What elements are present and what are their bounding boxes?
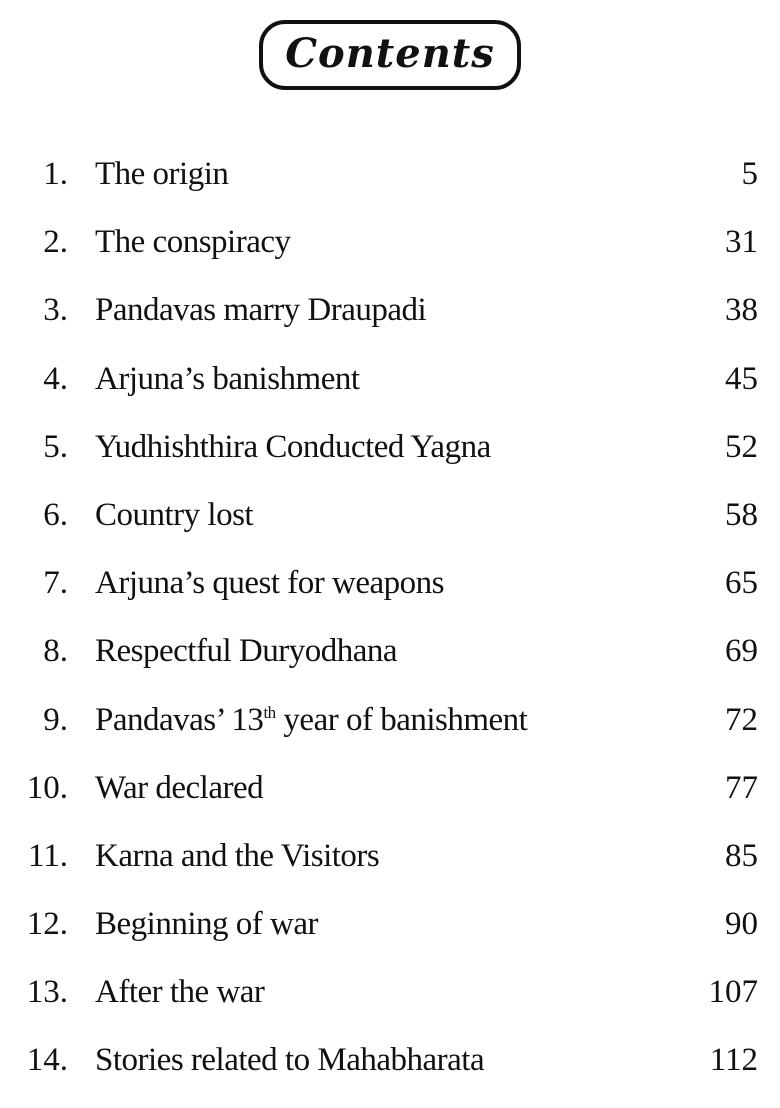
toc-entry[interactable] (0, 894, 780, 962)
toc-entry-number: 5. (43, 428, 68, 465)
toc-entry[interactable] (0, 758, 780, 826)
title-container (0, 20, 780, 90)
toc-entry-page: 107 (708, 974, 758, 1011)
toc-entry-page: 69 (725, 633, 758, 670)
toc-entry-page: 77 (725, 769, 758, 806)
toc-entry-number: 9. (43, 701, 68, 738)
toc-entry[interactable] (0, 826, 780, 894)
toc-entry-number: 1. (43, 156, 68, 192)
toc-entry-title: Stories related to Mahabharata (95, 1042, 485, 1079)
page-title: Contents (259, 20, 521, 90)
toc-entry-page: 38 (725, 292, 758, 329)
toc-entry-title: The origin (95, 156, 229, 192)
toc-entry-title: Karna and the Visitors (95, 837, 380, 874)
toc-entry-title: Arjuna’s banishment (95, 360, 360, 397)
toc-entry-title: Yudhishthira Conducted Yagna (95, 428, 491, 465)
toc-entry-page: 85 (725, 837, 758, 874)
toc-entry-title: Pandavas marry Draupadi (95, 292, 427, 329)
table-of-contents (0, 144, 780, 1099)
toc-entry[interactable] (0, 690, 780, 758)
toc-entry-number: 3. (43, 292, 68, 329)
toc-entry-title: The conspiracy (95, 224, 291, 261)
toc-entry-page: 90 (725, 906, 758, 943)
toc-entry[interactable] (0, 553, 780, 621)
toc-entry[interactable] (0, 144, 780, 212)
toc-entry[interactable] (0, 621, 780, 689)
toc-entry-title: Respectful Duryodhana (95, 633, 397, 670)
toc-entry[interactable] (0, 485, 780, 553)
toc-entry-number: 11. (27, 837, 68, 874)
toc-entry-title (95, 700, 527, 740)
toc-entry-page: 112 (709, 1042, 758, 1079)
toc-entry-page: 65 (725, 565, 758, 602)
toc-entry[interactable] (0, 280, 780, 348)
toc-entry-number: 2. (43, 224, 68, 261)
toc-entry-page: 45 (725, 360, 758, 397)
toc-entry-title: Country lost (95, 496, 254, 533)
toc-entry-number: 10. (26, 769, 68, 806)
toc-entry-page: 31 (725, 224, 758, 261)
toc-entry-page: 52 (725, 428, 758, 465)
toc-entry-number: 7. (43, 565, 68, 602)
toc-entry-number: 13. (26, 974, 68, 1011)
toc-entry-page: 5 (741, 156, 758, 192)
toc-entry-page: 58 (725, 496, 758, 533)
toc-entry-number: 8. (43, 633, 68, 670)
toc-entry-title: After the war (95, 974, 265, 1011)
toc-entry-title-part: Pandavas’ 13 (95, 701, 264, 738)
toc-entry[interactable] (0, 349, 780, 417)
toc-entry-page: 72 (725, 701, 758, 738)
toc-entry-number: 6. (43, 496, 68, 533)
toc-entry-title: War declared (95, 769, 264, 806)
toc-entry-number: 12. (26, 906, 68, 943)
toc-entry-number: 14. (26, 1042, 68, 1079)
toc-entry-number: 4. (43, 360, 68, 397)
toc-entry-title: Beginning of war (95, 906, 318, 943)
toc-entry[interactable] (0, 1030, 780, 1098)
toc-entry[interactable] (0, 212, 780, 280)
toc-entry[interactable] (0, 417, 780, 485)
toc-entry-title: Arjuna’s quest for weapons (95, 565, 445, 602)
ordinal-suffix: th (263, 702, 276, 722)
toc-entry[interactable] (0, 962, 780, 1030)
toc-entry-title-part: year of banishment (275, 701, 528, 738)
